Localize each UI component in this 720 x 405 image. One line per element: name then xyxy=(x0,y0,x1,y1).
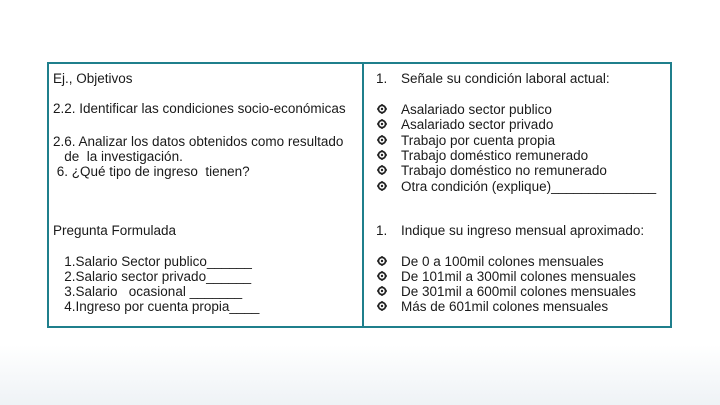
option-item: De 101mil a 300mil colones mensuales xyxy=(401,269,636,284)
answer-item: 2.Salario sector privado______ xyxy=(53,269,252,284)
bullet-icon xyxy=(376,254,388,266)
option-item: Más de 601mil colones mensuales xyxy=(401,299,609,314)
objective-2-2: 2.2. Identificar las condiciones socio-económicas xyxy=(53,101,346,116)
option-item: Asalariado sector privado xyxy=(401,117,554,133)
objective-2-6-line1: 2.6. Analizar los datos obtenidos como resultado xyxy=(53,134,344,149)
answer-item: 1.Salario Sector publico______ xyxy=(53,254,252,269)
question-2-text: Indique su ingreso mensual aproximado: xyxy=(401,223,645,238)
bullet-icon xyxy=(376,148,388,160)
bullet-icon xyxy=(376,269,388,281)
option-item: Trabajo doméstico remunerado xyxy=(401,147,589,163)
question-1-text: Señale su condición laboral actual: xyxy=(401,71,610,86)
option-item: Trabajo por cuenta propia xyxy=(401,132,556,148)
question-label: Pregunta Formulada xyxy=(53,223,177,238)
option-item: Otra condición (explique)______________ xyxy=(401,178,657,194)
bullet-icon xyxy=(376,117,388,129)
answer-item: 4.Ingreso por cuenta propia____ xyxy=(53,299,260,314)
option-item: Trabajo doméstico no remunerado xyxy=(401,163,607,179)
question-1-number: 1. xyxy=(376,71,388,86)
column-divider xyxy=(362,62,364,328)
column-header-objectives: Ej., Objetivos xyxy=(53,71,133,86)
bullet-icon xyxy=(376,163,388,175)
bullet-icon xyxy=(376,179,388,191)
bullet-icon xyxy=(376,102,388,114)
bullet-icon xyxy=(376,284,388,296)
objective-6-question: 6. ¿Qué tipo de ingreso tienen? xyxy=(53,164,250,179)
question-2-number: 1. xyxy=(376,223,388,238)
bullet-icon xyxy=(376,133,388,145)
background-accent xyxy=(0,345,720,405)
bullet-icon xyxy=(376,299,388,311)
option-item: De 301mil a 600mil colones mensuales xyxy=(401,284,636,299)
option-item: Asalariado sector publico xyxy=(401,102,552,117)
answer-item: 3.Salario ocasional _______ xyxy=(53,284,243,299)
option-item: De 0 a 100mil colones mensuales xyxy=(401,254,604,269)
objective-2-6-line2: de la investigación. xyxy=(53,149,183,164)
